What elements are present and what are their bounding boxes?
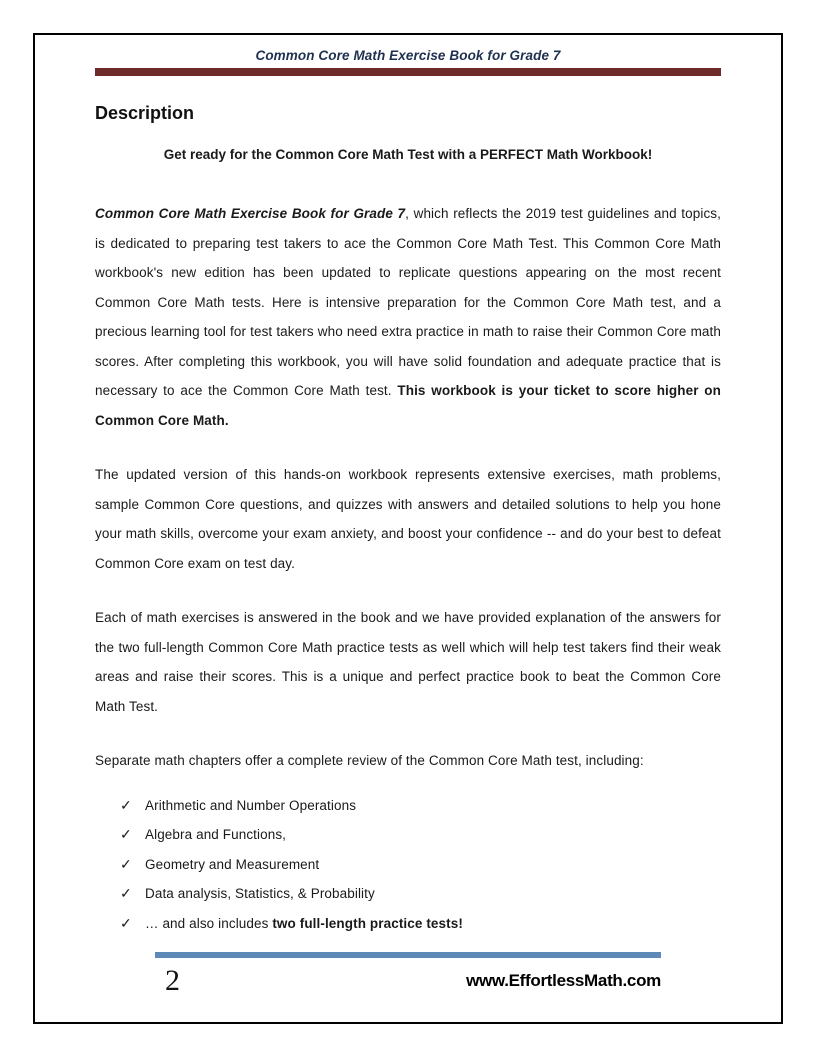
text-run: Common Core Math Exercise Book for Grade 7 (95, 206, 406, 221)
text-run: This workbook is your ticket to score higher on Common Core Math. (95, 383, 721, 428)
text-run: Algebra and Functions, (145, 827, 287, 842)
section-heading: Description (95, 103, 195, 123)
paragraph (95, 603, 721, 721)
text-run: , which reflects the 2019 test guidelines and topics, is dedicated to preparing test takers to ace the Common Core Math Test. This Common Core Math workbook's new edition has been updated to replicate questions appearing on the most recent Common Core Math tests. Here is intensive preparation for the Common Core Math test, and a precious learning tool for test takers who need extra practice in math to raise their Common Core math scores. After completing this workbook, you will have solid foundation and adequate practice that is necessary to ace the Common Core Math test. (95, 206, 721, 398)
checkmark-icon: ✓ (120, 826, 132, 842)
website-link[interactable]: www.EffortlessMath.com (466, 971, 661, 990)
text-run: two full-length practice tests! (272, 915, 463, 931)
text-run: The updated version of this hands-on workbook represents extensive exercises, math problems, sample Common Core questions, and quizzes with answers and detailed solutions to help you hone your math skills, overcome your exam anxiety, and boost your confidence -- and do your best to defeat Common Core exam on test day. (95, 467, 721, 571)
text-run: Data analysis, Statistics, & Probability (145, 886, 375, 901)
checklist-item-text (145, 879, 375, 909)
tagline: Get ready for the Common Core Math Test with a PERFECT Math Workbook! (163, 147, 653, 162)
checklist-item-text (145, 850, 319, 880)
running-head-title: Common Core Math Exercise Book for Grade 7 (255, 48, 561, 63)
checklist-item-text (145, 820, 286, 850)
checkmark-icon: ✓ (120, 855, 132, 872)
checklist-item (120, 909, 721, 939)
page-border (33, 33, 783, 1024)
text-run: Separate math chapters offer a complete review of the Common Core Math test, including: (95, 753, 644, 768)
footer-rule (155, 952, 661, 958)
checkmark-icon: ✓ (120, 885, 132, 901)
footer-row (155, 964, 661, 998)
checklist-item (120, 791, 721, 821)
page-content (95, 35, 721, 1022)
body-paragraphs (95, 199, 721, 776)
text-run: Each of math exercises is answered in the book and we have provided explanation of the answers for the two full-length Common Core Math practice tests as well which will help test takers find their weak areas and raise their scores. This is a unique and perfect practice book to beat the Common Core Math Test. (95, 610, 721, 714)
paragraph (95, 460, 721, 578)
checklist-item-text (145, 791, 356, 821)
checklist-item-text (145, 909, 463, 939)
checkmark-icon: ✓ (120, 796, 132, 813)
paragraph (95, 199, 721, 435)
header-rule (95, 68, 721, 76)
checklist-item (120, 820, 721, 850)
checklist-item (120, 879, 721, 909)
text-run: … and also includes (145, 915, 273, 931)
text-run: Geometry and Measurement (145, 856, 320, 872)
text-run: Arithmetic and Number Operations (145, 797, 357, 813)
topics-checklist (120, 791, 721, 939)
page-number: 2 (165, 964, 180, 997)
page-footer (155, 952, 661, 998)
checklist-item (120, 850, 721, 880)
paragraph (95, 746, 721, 776)
checkmark-icon: ✓ (120, 914, 132, 931)
